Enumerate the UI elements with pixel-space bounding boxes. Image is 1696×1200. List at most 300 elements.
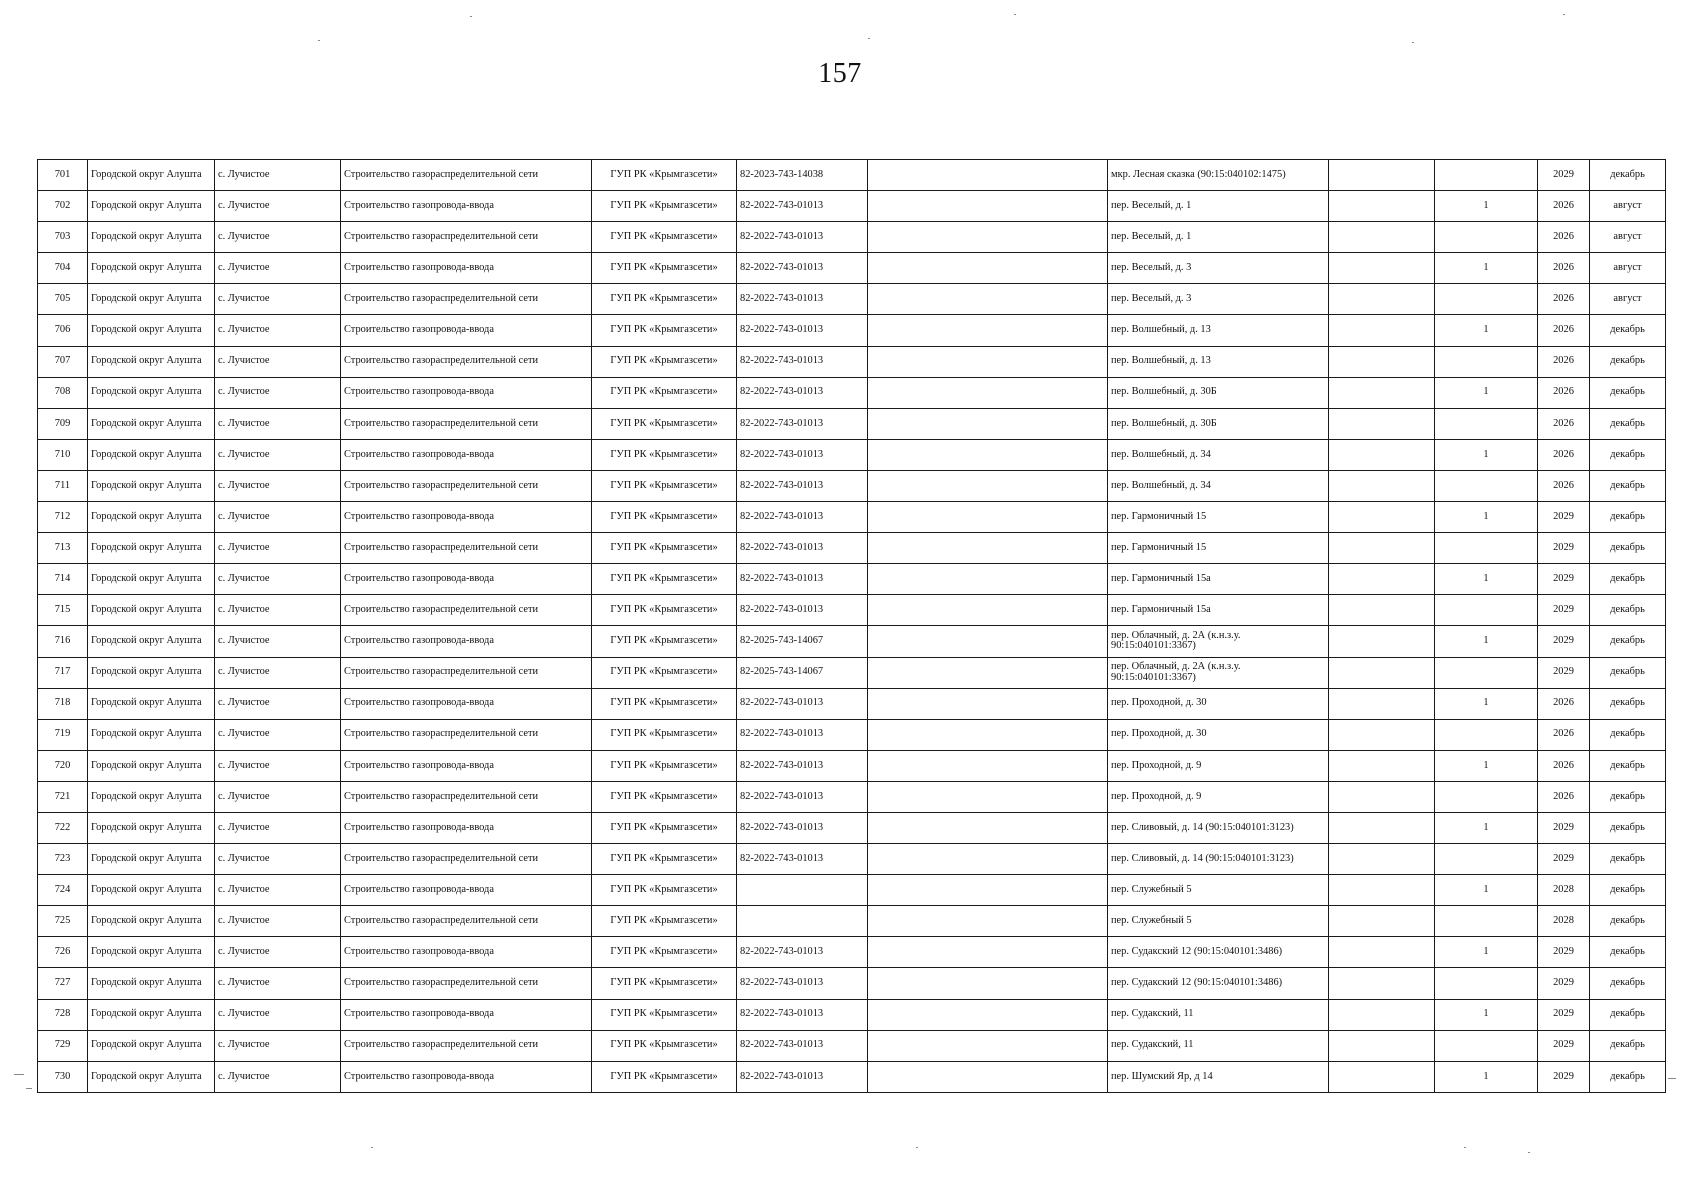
count-cell: 1 [1435,439,1538,470]
empty-cell [1329,533,1435,564]
empty-cell [1329,812,1435,843]
month-cell: декабрь [1590,408,1666,439]
month-cell: декабрь [1590,377,1666,408]
table-row [38,844,1666,875]
month-cell: август [1590,191,1666,222]
empty-cell [868,253,1108,284]
address-cell: пер. Веселый, д. 1 [1108,222,1329,253]
code-cell: 82-2022-743-01013 [737,1061,868,1092]
address-cell: пер. Волшебный, д. 13 [1108,315,1329,346]
village-cell: с. Лучистое [215,719,341,750]
organization-cell: ГУП РК «Крымгазсети» [592,284,737,315]
address-cell: пер. Гармоничный 15 [1108,533,1329,564]
table-row [38,657,1666,688]
empty-cell [1329,470,1435,501]
code-cell: 82-2022-743-01013 [737,408,868,439]
work-type-cell: Строительство газораспределительной сети [341,657,592,688]
year-cell: 2029 [1538,999,1590,1030]
organization-cell: ГУП РК «Крымгазсети» [592,408,737,439]
address-cell: мкр. Лесная сказка (90:15:040102:1475) [1108,160,1329,191]
table-row [38,439,1666,470]
year-cell: 2026 [1538,222,1590,253]
work-type-cell: Строительство газопровода-ввода [341,253,592,284]
empty-cell [868,999,1108,1030]
village-cell: с. Лучистое [215,750,341,781]
district-cell: Городской округ Алушта [88,191,215,222]
organization-cell: ГУП РК «Крымгазсети» [592,750,737,781]
organization-cell: ГУП РК «Крымгазсети» [592,719,737,750]
code-cell: 82-2022-743-01013 [737,284,868,315]
empty-cell [1329,439,1435,470]
district-cell: Городской округ Алушта [88,906,215,937]
district-cell: Городской округ Алушта [88,968,215,999]
village-cell: с. Лучистое [215,937,341,968]
address-cell: пер. Шумский Яр, д 14 [1108,1061,1329,1092]
organization-cell: ГУП РК «Крымгазсети» [592,377,737,408]
organization-cell: ГУП РК «Крымгазсети» [592,160,737,191]
address-cell: пер. Судакский, 11 [1108,1030,1329,1061]
work-type-cell: Строительство газораспределительной сети [341,719,592,750]
village-cell: с. Лучистое [215,564,341,595]
year-cell: 2029 [1538,502,1590,533]
row-number-cell: 705 [38,284,88,315]
empty-cell [868,1030,1108,1061]
code-cell: 82-2023-743-14038 [737,160,868,191]
row-number-cell: 722 [38,812,88,843]
month-cell: декабрь [1590,906,1666,937]
year-cell: 2028 [1538,875,1590,906]
empty-cell [868,222,1108,253]
work-type-cell: Строительство газораспределительной сети [341,346,592,377]
empty-cell [1329,968,1435,999]
code-cell: 82-2022-743-01013 [737,502,868,533]
district-cell: Городской округ Алушта [88,657,215,688]
month-cell: август [1590,253,1666,284]
code-cell: 82-2022-743-01013 [737,937,868,968]
organization-cell: ГУП РК «Крымгазсети» [592,844,737,875]
count-cell: 1 [1435,626,1538,657]
organization-cell: ГУП РК «Крымгазсети» [592,968,737,999]
organization-cell: ГУП РК «Крымгазсети» [592,253,737,284]
district-cell: Городской округ Алушта [88,626,215,657]
month-cell: декабрь [1590,812,1666,843]
work-type-cell: Строительство газопровода-ввода [341,999,592,1030]
year-cell: 2026 [1538,439,1590,470]
empty-cell [1329,408,1435,439]
empty-cell [1329,999,1435,1030]
address-cell: пер. Волшебный, д. 34 [1108,439,1329,470]
work-type-cell: Строительство газопровода-ввода [341,1061,592,1092]
register-table [37,159,1666,1093]
count-cell: 1 [1435,191,1538,222]
work-type-cell: Строительство газопровода-ввода [341,750,592,781]
organization-cell: ГУП РК «Крымгазсети» [592,191,737,222]
code-cell: 82-2022-743-01013 [737,968,868,999]
address-cell: пер. Служебный 5 [1108,875,1329,906]
code-cell: 82-2022-743-01013 [737,781,868,812]
organization-cell: ГУП РК «Крымгазсети» [592,595,737,626]
empty-cell [868,657,1108,688]
year-cell: 2029 [1538,160,1590,191]
work-type-cell: Строительство газораспределительной сети [341,595,592,626]
month-cell: декабрь [1590,533,1666,564]
work-type-cell: Строительство газопровода-ввода [341,439,592,470]
year-cell: 2026 [1538,408,1590,439]
row-number-cell: 710 [38,439,88,470]
code-cell: 82-2022-743-01013 [737,346,868,377]
address-cell: пер. Проходной, д. 30 [1108,688,1329,719]
page-number: 157 [818,58,862,89]
row-number-cell: 714 [38,564,88,595]
year-cell: 2026 [1538,284,1590,315]
village-cell: с. Лучистое [215,781,341,812]
row-number-cell: 704 [38,253,88,284]
year-cell: 2029 [1538,626,1590,657]
district-cell: Городской округ Алушта [88,812,215,843]
table-row [38,253,1666,284]
empty-cell [868,160,1108,191]
row-number-cell: 730 [38,1061,88,1092]
empty-cell [868,315,1108,346]
empty-cell [1329,657,1435,688]
empty-cell [868,346,1108,377]
code-cell: 82-2025-743-14067 [737,626,868,657]
work-type-cell: Строительство газопровода-ввода [341,315,592,346]
address-cell: пер. Проходной, д. 30 [1108,719,1329,750]
organization-cell: ГУП РК «Крымгазсети» [592,999,737,1030]
count-cell [1435,470,1538,501]
organization-cell: ГУП РК «Крымгазсети» [592,875,737,906]
month-cell: декабрь [1590,719,1666,750]
code-cell: 82-2022-743-01013 [737,595,868,626]
village-cell: с. Лучистое [215,191,341,222]
district-cell: Городской округ Алушта [88,595,215,626]
row-number-cell: 726 [38,937,88,968]
row-number-cell: 703 [38,222,88,253]
empty-cell [868,470,1108,501]
table-row [38,875,1666,906]
year-cell: 2029 [1538,968,1590,999]
count-cell [1435,657,1538,688]
village-cell: с. Лучистое [215,284,341,315]
table-body [38,160,1666,1093]
row-number-cell: 712 [38,502,88,533]
month-cell: август [1590,222,1666,253]
code-cell: 82-2022-743-01013 [737,750,868,781]
empty-cell [868,408,1108,439]
district-cell: Городской округ Алушта [88,439,215,470]
month-cell: декабрь [1590,657,1666,688]
row-number-cell: 709 [38,408,88,439]
work-type-cell: Строительство газопровода-ввода [341,564,592,595]
table-row [38,1061,1666,1092]
address-cell: пер. Волшебный, д. 30Б [1108,408,1329,439]
empty-cell [1329,781,1435,812]
organization-cell: ГУП РК «Крымгазсети» [592,657,737,688]
empty-cell [868,750,1108,781]
month-cell: декабрь [1590,160,1666,191]
month-cell: декабрь [1590,781,1666,812]
month-cell: декабрь [1590,315,1666,346]
count-cell: 1 [1435,999,1538,1030]
count-cell: 1 [1435,875,1538,906]
code-cell: 82-2022-743-01013 [737,377,868,408]
row-number-cell: 724 [38,875,88,906]
month-cell: декабрь [1590,875,1666,906]
village-cell: с. Лучистое [215,315,341,346]
year-cell: 2026 [1538,315,1590,346]
district-cell: Городской округ Алушта [88,688,215,719]
count-cell [1435,719,1538,750]
table-row [38,968,1666,999]
count-cell: 1 [1435,315,1538,346]
empty-cell [868,284,1108,315]
year-cell: 2029 [1538,937,1590,968]
count-cell: 1 [1435,937,1538,968]
year-cell: 2026 [1538,750,1590,781]
month-cell: декабрь [1590,968,1666,999]
organization-cell: ГУП РК «Крымгазсети» [592,781,737,812]
work-type-cell: Строительство газораспределительной сети [341,284,592,315]
village-cell: с. Лучистое [215,377,341,408]
empty-cell [1329,688,1435,719]
empty-cell [1329,937,1435,968]
year-cell: 2026 [1538,688,1590,719]
table-row [38,1030,1666,1061]
code-cell: 82-2022-743-01013 [737,688,868,719]
table-row [38,408,1666,439]
table-row [38,160,1666,191]
address-cell: пер. Веселый, д. 3 [1108,253,1329,284]
empty-cell [1329,502,1435,533]
month-cell: декабрь [1590,564,1666,595]
row-number-cell: 708 [38,377,88,408]
work-type-cell: Строительство газораспределительной сети [341,781,592,812]
work-type-cell: Строительство газораспределительной сети [341,968,592,999]
district-cell: Городской округ Алушта [88,533,215,564]
empty-cell [1329,844,1435,875]
district-cell: Городской округ Алушта [88,844,215,875]
village-cell: с. Лучистое [215,533,341,564]
address-cell: пер. Волшебный, д. 30Б [1108,377,1329,408]
code-cell: 82-2022-743-01013 [737,470,868,501]
code-cell: 82-2022-743-01013 [737,533,868,564]
address-cell: пер. Сливовый, д. 14 (90:15:040101:3123) [1108,844,1329,875]
address-cell: пер. Волшебный, д. 13 [1108,346,1329,377]
count-cell [1435,906,1538,937]
village-cell: с. Лучистое [215,1030,341,1061]
empty-cell [868,626,1108,657]
row-number-cell: 713 [38,533,88,564]
year-cell: 2029 [1538,595,1590,626]
empty-cell [1329,906,1435,937]
count-cell [1435,222,1538,253]
empty-cell [1329,253,1435,284]
row-number-cell: 716 [38,626,88,657]
village-cell: с. Лучистое [215,688,341,719]
empty-cell [1329,626,1435,657]
year-cell: 2029 [1538,533,1590,564]
work-type-cell: Строительство газораспределительной сети [341,844,592,875]
row-number-cell: 728 [38,999,88,1030]
table-row [38,906,1666,937]
table-row [38,284,1666,315]
district-cell: Городской округ Алушта [88,1061,215,1092]
empty-cell [1329,160,1435,191]
count-cell [1435,595,1538,626]
month-cell: декабрь [1590,346,1666,377]
village-cell: с. Лучистое [215,595,341,626]
code-cell: 82-2022-743-01013 [737,719,868,750]
code-cell: 82-2022-743-01013 [737,844,868,875]
work-type-cell: Строительство газораспределительной сети [341,408,592,439]
empty-cell [1329,564,1435,595]
village-cell: с. Лучистое [215,812,341,843]
village-cell: с. Лучистое [215,875,341,906]
count-cell: 1 [1435,377,1538,408]
district-cell: Городской округ Алушта [88,719,215,750]
table-row [38,595,1666,626]
empty-cell [1329,719,1435,750]
empty-cell [1329,1061,1435,1092]
district-cell: Городской округ Алушта [88,781,215,812]
count-cell: 1 [1435,1061,1538,1092]
month-cell: декабрь [1590,688,1666,719]
work-type-cell: Строительство газораспределительной сети [341,533,592,564]
organization-cell: ГУП РК «Крымгазсети» [592,626,737,657]
village-cell: с. Лучистое [215,253,341,284]
work-type-cell: Строительство газопровода-ввода [341,812,592,843]
empty-cell [868,533,1108,564]
count-cell [1435,968,1538,999]
code-cell: 82-2022-743-01013 [737,564,868,595]
row-number-cell: 725 [38,906,88,937]
count-cell: 1 [1435,688,1538,719]
village-cell: с. Лучистое [215,408,341,439]
row-number-cell: 723 [38,844,88,875]
village-cell: с. Лучистое [215,470,341,501]
row-number-cell: 721 [38,781,88,812]
district-cell: Городской округ Алушта [88,999,215,1030]
code-cell [737,906,868,937]
empty-cell [1329,1030,1435,1061]
organization-cell: ГУП РК «Крымгазсети» [592,222,737,253]
code-cell: 82-2022-743-01013 [737,1030,868,1061]
organization-cell: ГУП РК «Крымгазсети» [592,564,737,595]
address-cell: пер. Гармоничный 15а [1108,564,1329,595]
count-cell [1435,160,1538,191]
district-cell: Городской округ Алушта [88,750,215,781]
empty-cell [868,502,1108,533]
organization-cell: ГУП РК «Крымгазсети» [592,470,737,501]
table-row [38,626,1666,657]
work-type-cell: Строительство газораспределительной сети [341,222,592,253]
empty-cell [868,844,1108,875]
year-cell: 2026 [1538,346,1590,377]
address-cell: пер. Облачный, д. 2А (к.н.з.у. 90:15:040101:3367) [1108,657,1329,688]
work-type-cell: Строительство газораспределительной сети [341,160,592,191]
table-row [38,719,1666,750]
table-row [38,564,1666,595]
address-cell: пер. Гармоничный 15а [1108,595,1329,626]
empty-cell [868,781,1108,812]
code-cell [737,875,868,906]
village-cell: с. Лучистое [215,906,341,937]
code-cell: 82-2022-743-01013 [737,315,868,346]
address-cell: пер. Волшебный, д. 34 [1108,470,1329,501]
work-type-cell: Строительство газораспределительной сети [341,906,592,937]
organization-cell: ГУП РК «Крымгазсети» [592,533,737,564]
address-cell: пер. Веселый, д. 1 [1108,191,1329,222]
table-row [38,533,1666,564]
empty-cell [868,1061,1108,1092]
empty-cell [868,688,1108,719]
address-cell: пер. Судакский, 11 [1108,999,1329,1030]
address-cell: пер. Гармоничный 15 [1108,502,1329,533]
empty-cell [1329,191,1435,222]
district-cell: Городской округ Алушта [88,408,215,439]
address-cell: пер. Судакский 12 (90:15:040101:3486) [1108,968,1329,999]
year-cell: 2029 [1538,812,1590,843]
empty-cell [868,439,1108,470]
empty-cell [868,937,1108,968]
code-cell: 82-2025-743-14067 [737,657,868,688]
empty-cell [1329,595,1435,626]
district-cell: Городской округ Алушта [88,346,215,377]
district-cell: Городской округ Алушта [88,377,215,408]
year-cell: 2026 [1538,191,1590,222]
district-cell: Городской округ Алушта [88,160,215,191]
district-cell: Городской округ Алушта [88,502,215,533]
month-cell: декабрь [1590,999,1666,1030]
table-row [38,502,1666,533]
table-row [38,999,1666,1030]
work-type-cell: Строительство газопровода-ввода [341,626,592,657]
year-cell: 2029 [1538,564,1590,595]
village-cell: с. Лучистое [215,160,341,191]
work-type-cell: Строительство газораспределительной сети [341,470,592,501]
empty-cell [868,191,1108,222]
count-cell [1435,1030,1538,1061]
row-number-cell: 718 [38,688,88,719]
village-cell: с. Лучистое [215,626,341,657]
month-cell: август [1590,284,1666,315]
address-cell: пер. Сливовый, д. 14 (90:15:040101:3123) [1108,812,1329,843]
year-cell: 2029 [1538,1061,1590,1092]
row-number-cell: 715 [38,595,88,626]
count-cell: 1 [1435,253,1538,284]
table-row [38,688,1666,719]
table-row [38,346,1666,377]
table-row [38,812,1666,843]
address-cell: пер. Облачный, д. 2А (к.н.з.у. 90:15:040101:3367) [1108,626,1329,657]
organization-cell: ГУП РК «Крымгазсети» [592,1061,737,1092]
month-cell: декабрь [1590,750,1666,781]
village-cell: с. Лучистое [215,844,341,875]
organization-cell: ГУП РК «Крымгазсети» [592,937,737,968]
year-cell: 2029 [1538,844,1590,875]
empty-cell [868,812,1108,843]
month-cell: декабрь [1590,502,1666,533]
empty-cell [868,875,1108,906]
empty-cell [1329,750,1435,781]
year-cell: 2026 [1538,377,1590,408]
village-cell: с. Лучистое [215,999,341,1030]
table-row [38,781,1666,812]
month-cell: декабрь [1590,595,1666,626]
table-row [38,315,1666,346]
village-cell: с. Лучистое [215,222,341,253]
